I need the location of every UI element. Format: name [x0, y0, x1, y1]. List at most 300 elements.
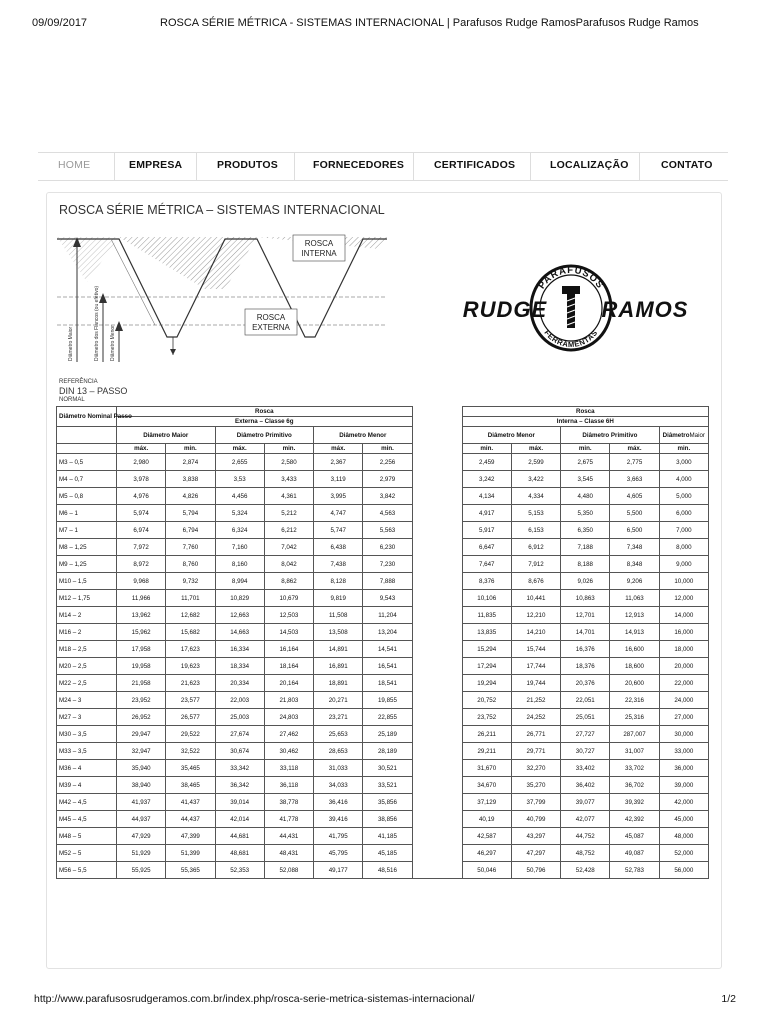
- nominal-cell: M24 – 3: [57, 692, 117, 709]
- externa-value-cell: 7,972: [117, 539, 166, 556]
- externa-value-cell: 38,856: [363, 811, 412, 828]
- externa-value-cell: 22,855: [363, 709, 412, 726]
- interna-value-cell: 25,316: [610, 709, 659, 726]
- interna-value-cell: 29,211: [462, 743, 511, 760]
- externa-value-cell: 8,128: [314, 573, 363, 590]
- interna-value-cell: 15,744: [511, 641, 560, 658]
- interna-value-cell: 5,153: [511, 505, 560, 522]
- interna-value-cell: 14,701: [561, 624, 610, 641]
- table-gap: [412, 794, 462, 811]
- externa-value-cell: 41,778: [264, 811, 313, 828]
- interna-value-cell: 37,129: [462, 794, 511, 811]
- header-nominal: Diâmetro Nominal Passo: [57, 407, 117, 427]
- interna-value-cell: 8,376: [462, 573, 511, 590]
- externa-value-cell: 33,118: [264, 760, 313, 777]
- ext-min-header: min.: [363, 444, 412, 454]
- interna-value-cell: 287,007: [610, 726, 659, 743]
- table-gap: [412, 488, 462, 505]
- interna-value-cell: 13,835: [462, 624, 511, 641]
- externa-value-cell: 11,204: [363, 607, 412, 624]
- interna-value-cell: 18,376: [561, 658, 610, 675]
- content-panel: [46, 192, 722, 969]
- externa-value-cell: 12,682: [166, 607, 215, 624]
- interna-value-cell: 15,294: [462, 641, 511, 658]
- externa-value-cell: 18,891: [314, 675, 363, 692]
- int-min-header: min.: [659, 444, 708, 454]
- interna-value-cell: 6,647: [462, 539, 511, 556]
- table-row: [57, 624, 709, 641]
- interna-value-cell: 22,000: [659, 675, 708, 692]
- externa-value-cell: 2,256: [363, 454, 412, 471]
- interna-value-cell: 20,000: [659, 658, 708, 675]
- reference-block: [59, 379, 127, 404]
- interna-value-cell: 10,441: [511, 590, 560, 607]
- nominal-cell: M36 – 4: [57, 760, 117, 777]
- interna-value-cell: 16,600: [610, 641, 659, 658]
- nav-certificados[interactable]: CERTIFICADOS: [434, 159, 516, 171]
- externa-value-cell: 8,760: [166, 556, 215, 573]
- interna-value-cell: 44,752: [561, 828, 610, 845]
- nominal-cell: M56 – 5,5: [57, 862, 117, 879]
- int-max-header: máx.: [511, 444, 560, 454]
- externa-value-cell: 23,271: [314, 709, 363, 726]
- nominal-cell: M18 – 2,5: [57, 641, 117, 658]
- metric-thread-table: [56, 406, 709, 879]
- table-row: [57, 573, 709, 590]
- table-gap: [412, 624, 462, 641]
- interna-value-cell: 10,106: [462, 590, 511, 607]
- externa-value-cell: 25,653: [314, 726, 363, 743]
- interna-value-cell: 6,912: [511, 539, 560, 556]
- interna-value-cell: 2,599: [511, 454, 560, 471]
- externa-value-cell: 47,399: [166, 828, 215, 845]
- externa-value-cell: 3,433: [264, 471, 313, 488]
- nominal-cell: M14 – 2: [57, 607, 117, 624]
- header-int-diam-primitivo: Diâmetro Primitivo: [561, 427, 660, 444]
- externa-value-cell: 12,503: [264, 607, 313, 624]
- interna-value-cell: 36,402: [561, 777, 610, 794]
- nav-fornecedores[interactable]: FORNECEDORES: [313, 159, 405, 171]
- interna-value-cell: 12,000: [659, 590, 708, 607]
- header-ext-diam-primitivo: Diâmetro Primitivo: [215, 427, 314, 444]
- externa-value-cell: 13,204: [363, 624, 412, 641]
- externa-value-cell: 44,431: [264, 828, 313, 845]
- table-gap: [412, 726, 462, 743]
- externa-value-cell: 5,212: [264, 505, 313, 522]
- externa-value-cell: 2,367: [314, 454, 363, 471]
- externa-value-cell: 3,53: [215, 471, 264, 488]
- table-gap: [412, 454, 462, 471]
- interna-value-cell: 7,912: [511, 556, 560, 573]
- externa-value-cell: 4,976: [117, 488, 166, 505]
- externa-value-cell: 18,541: [363, 675, 412, 692]
- interna-value-cell: 12,701: [561, 607, 610, 624]
- externa-value-cell: 5,324: [215, 505, 264, 522]
- interna-value-cell: 52,783: [610, 862, 659, 879]
- externa-value-cell: 4,747: [314, 505, 363, 522]
- normal-label: NORMAL: [59, 397, 85, 403]
- interna-value-cell: 4,917: [462, 505, 511, 522]
- table-gap: [412, 573, 462, 590]
- table-row: [57, 505, 709, 522]
- interna-value-cell: 30,727: [561, 743, 610, 760]
- header-ext-diam-maior: Diâmetro Maior: [117, 427, 216, 444]
- minmax-blank: [57, 444, 117, 454]
- externa-value-cell: 5,747: [314, 522, 363, 539]
- externa-value-cell: 32,947: [117, 743, 166, 760]
- interna-value-cell: 9,000: [659, 556, 708, 573]
- interna-value-cell: 19,294: [462, 675, 511, 692]
- interna-value-cell: 24,000: [659, 692, 708, 709]
- ext-max-header: máx.: [117, 444, 166, 454]
- externa-value-cell: 48,431: [264, 845, 313, 862]
- nominal-cell: M9 – 1,25: [57, 556, 117, 573]
- table-gap: [412, 709, 462, 726]
- externa-value-cell: 49,177: [314, 862, 363, 879]
- table-row: [57, 726, 709, 743]
- externa-value-cell: 15,682: [166, 624, 215, 641]
- externa-value-cell: 5,974: [117, 505, 166, 522]
- header-int-diam-maior: [659, 427, 708, 444]
- externa-value-cell: 2,580: [264, 454, 313, 471]
- externa-value-cell: 11,701: [166, 590, 215, 607]
- externa-value-cell: 6,212: [264, 522, 313, 539]
- table-row: [57, 488, 709, 505]
- table-row: [57, 539, 709, 556]
- interna-value-cell: 48,752: [561, 845, 610, 862]
- interna-value-cell: 4,605: [610, 488, 659, 505]
- table-row: [57, 522, 709, 539]
- externa-value-cell: 21,623: [166, 675, 215, 692]
- externa-value-cell: 21,803: [264, 692, 313, 709]
- table-gap: [412, 556, 462, 573]
- interna-value-cell: 20,600: [610, 675, 659, 692]
- externa-value-cell: 2,874: [166, 454, 215, 471]
- externa-value-cell: 9,819: [314, 590, 363, 607]
- nominal-cell: M10 – 1,5: [57, 573, 117, 590]
- externa-value-cell: 30,462: [264, 743, 313, 760]
- externa-value-cell: 2,980: [117, 454, 166, 471]
- rosca-externa-label-1: ROSCA: [256, 313, 286, 322]
- table-row: [57, 862, 709, 879]
- interna-value-cell: 40,799: [511, 811, 560, 828]
- interna-value-cell: 4,134: [462, 488, 511, 505]
- nav-separator: [294, 153, 295, 180]
- diam-menor-label: Diâmetro Menor: [110, 325, 116, 361]
- interna-value-cell: 4,334: [511, 488, 560, 505]
- interna-value-cell: 2,459: [462, 454, 511, 471]
- interna-value-cell: 30,000: [659, 726, 708, 743]
- table-row: [57, 607, 709, 624]
- nominal-cell: M39 – 4: [57, 777, 117, 794]
- externa-value-cell: 33,521: [363, 777, 412, 794]
- interna-value-cell: 16,000: [659, 624, 708, 641]
- externa-value-cell: 7,888: [363, 573, 412, 590]
- reference-label: REFERÊNCIA: [59, 379, 98, 385]
- externa-value-cell: 4,563: [363, 505, 412, 522]
- nav-separator: [196, 153, 197, 180]
- interna-value-cell: 2,775: [610, 454, 659, 471]
- externa-value-cell: 51,399: [166, 845, 215, 862]
- externa-value-cell: 3,995: [314, 488, 363, 505]
- externa-value-cell: 52,353: [215, 862, 264, 879]
- externa-value-cell: 41,437: [166, 794, 215, 811]
- externa-value-cell: 6,794: [166, 522, 215, 539]
- ext-min-header: min.: [264, 444, 313, 454]
- externa-value-cell: 38,940: [117, 777, 166, 794]
- interna-value-cell: 42,077: [561, 811, 610, 828]
- interna-value-cell: 50,046: [462, 862, 511, 879]
- interna-value-cell: 31,670: [462, 760, 511, 777]
- nav-contato[interactable]: CONTATO: [661, 159, 713, 171]
- table-row: [57, 471, 709, 488]
- nominal-cell: M33 – 3,5: [57, 743, 117, 760]
- interna-value-cell: 4,000: [659, 471, 708, 488]
- rudge-ramos-logo: [443, 263, 699, 353]
- externa-value-cell: 16,334: [215, 641, 264, 658]
- nominal-cell: M16 – 2: [57, 624, 117, 641]
- externa-value-cell: 36,416: [314, 794, 363, 811]
- externa-value-cell: 22,003: [215, 692, 264, 709]
- externa-value-cell: 6,324: [215, 522, 264, 539]
- externa-value-cell: 14,503: [264, 624, 313, 641]
- externa-value-cell: 16,891: [314, 658, 363, 675]
- externa-value-cell: 18,334: [215, 658, 264, 675]
- externa-value-cell: 44,681: [215, 828, 264, 845]
- table-row: [57, 760, 709, 777]
- interna-value-cell: 48,000: [659, 828, 708, 845]
- table-row: [57, 777, 709, 794]
- interna-value-cell: 3,242: [462, 471, 511, 488]
- interna-value-cell: 27,727: [561, 726, 610, 743]
- interna-value-cell: 32,270: [511, 760, 560, 777]
- externa-value-cell: 25,189: [363, 726, 412, 743]
- nominal-cell: M30 – 3,5: [57, 726, 117, 743]
- rosca-interna-label-2: INTERNA: [301, 249, 337, 258]
- interna-value-cell: 10,000: [659, 573, 708, 590]
- externa-value-cell: 3,838: [166, 471, 215, 488]
- externa-value-cell: 8,042: [264, 556, 313, 573]
- header-nominal-blank: [57, 427, 117, 444]
- externa-value-cell: 41,185: [363, 828, 412, 845]
- externa-value-cell: 27,462: [264, 726, 313, 743]
- interna-value-cell: 6,350: [561, 522, 610, 539]
- interna-value-cell: 39,077: [561, 794, 610, 811]
- interna-value-cell: 52,428: [561, 862, 610, 879]
- externa-value-cell: 20,164: [264, 675, 313, 692]
- interna-value-cell: 27,000: [659, 709, 708, 726]
- interna-value-cell: 47,297: [511, 845, 560, 862]
- externa-value-cell: 12,663: [215, 607, 264, 624]
- externa-value-cell: 41,937: [117, 794, 166, 811]
- externa-value-cell: 2,979: [363, 471, 412, 488]
- table-gap: [412, 522, 462, 539]
- externa-value-cell: 13,508: [314, 624, 363, 641]
- interna-value-cell: 39,000: [659, 777, 708, 794]
- externa-value-cell: 14,541: [363, 641, 412, 658]
- externa-value-cell: 48,516: [363, 862, 412, 879]
- externa-value-cell: 4,456: [215, 488, 264, 505]
- table-gap: [412, 828, 462, 845]
- interna-value-cell: 5,500: [610, 505, 659, 522]
- externa-value-cell: 2,655: [215, 454, 264, 471]
- table-gap: [412, 590, 462, 607]
- interna-value-cell: 12,210: [511, 607, 560, 624]
- nav-empresa[interactable]: EMPRESA: [129, 159, 183, 171]
- interna-value-cell: 8,000: [659, 539, 708, 556]
- externa-value-cell: 3,119: [314, 471, 363, 488]
- interna-value-cell: 25,051: [561, 709, 610, 726]
- externa-value-cell: 30,674: [215, 743, 264, 760]
- nav-home[interactable]: HOME: [58, 159, 91, 171]
- interna-value-cell: 14,210: [511, 624, 560, 641]
- externa-value-cell: 5,794: [166, 505, 215, 522]
- externa-value-cell: 8,862: [264, 573, 313, 590]
- externa-value-cell: 38,465: [166, 777, 215, 794]
- interna-value-cell: 14,000: [659, 607, 708, 624]
- interna-value-cell: 42,587: [462, 828, 511, 845]
- nominal-cell: M12 – 1,75: [57, 590, 117, 607]
- interna-value-cell: 7,000: [659, 522, 708, 539]
- interna-value-cell: 7,647: [462, 556, 511, 573]
- externa-value-cell: 45,185: [363, 845, 412, 862]
- externa-value-cell: 29,947: [117, 726, 166, 743]
- externa-value-cell: 47,929: [117, 828, 166, 845]
- header-interna-class: Interna – Classe 6H: [462, 417, 708, 427]
- interna-value-cell: 20,752: [462, 692, 511, 709]
- externa-value-cell: 11,508: [314, 607, 363, 624]
- externa-value-cell: 3,842: [363, 488, 412, 505]
- interna-value-cell: 33,000: [659, 743, 708, 760]
- interna-value-cell: 52,000: [659, 845, 708, 862]
- table-gap: [412, 539, 462, 556]
- externa-value-cell: 38,778: [264, 794, 313, 811]
- externa-value-cell: 26,577: [166, 709, 215, 726]
- logo-bottom-text: FERRAMENTAS: [542, 328, 600, 350]
- thread-profile-diagram: [57, 227, 397, 367]
- minmax-row: [57, 444, 709, 454]
- header-int-diam-menor: Diâmetro Menor: [462, 427, 561, 444]
- externa-value-cell: 33,342: [215, 760, 264, 777]
- interna-value-cell: 14,913: [610, 624, 659, 641]
- table-row: [57, 811, 709, 828]
- table-row: [57, 658, 709, 675]
- nominal-cell: M27 – 3: [57, 709, 117, 726]
- externa-value-cell: 19,623: [166, 658, 215, 675]
- externa-value-cell: 48,681: [215, 845, 264, 862]
- print-date: 09/09/2017: [32, 17, 88, 29]
- externa-value-cell: 51,929: [117, 845, 166, 862]
- interna-value-cell: 12,913: [610, 607, 659, 624]
- nav-separator: [530, 153, 531, 180]
- nominal-cell: M20 – 2,5: [57, 658, 117, 675]
- interna-value-cell: 24,252: [511, 709, 560, 726]
- nominal-cell: M5 – 0,8: [57, 488, 117, 505]
- interna-value-cell: 5,350: [561, 505, 610, 522]
- externa-value-cell: 36,118: [264, 777, 313, 794]
- interna-value-cell: 56,000: [659, 862, 708, 879]
- externa-value-cell: 16,541: [363, 658, 412, 675]
- int-min-header: min.: [462, 444, 511, 454]
- externa-value-cell: 5,563: [363, 522, 412, 539]
- header-ext-diam-menor: Diâmetro Menor: [314, 427, 413, 444]
- interna-value-cell: 8,188: [561, 556, 610, 573]
- externa-value-cell: 41,795: [314, 828, 363, 845]
- externa-value-cell: 35,465: [166, 760, 215, 777]
- table-gap: [412, 607, 462, 624]
- externa-value-cell: 44,937: [117, 811, 166, 828]
- header-int-diam-maior-label: Diâmetro: [662, 431, 690, 439]
- externa-value-cell: 26,952: [117, 709, 166, 726]
- table-gap: [412, 811, 462, 828]
- externa-value-cell: 9,732: [166, 573, 215, 590]
- externa-value-cell: 35,940: [117, 760, 166, 777]
- externa-value-cell: 7,438: [314, 556, 363, 573]
- externa-value-cell: 8,160: [215, 556, 264, 573]
- table-gap: [412, 743, 462, 760]
- externa-value-cell: 36,342: [215, 777, 264, 794]
- externa-value-cell: 24,803: [264, 709, 313, 726]
- table-gap: [412, 862, 462, 879]
- table-gap: [412, 777, 462, 794]
- interna-value-cell: 29,771: [511, 743, 560, 760]
- print-url: http://www.parafusosrudgeramos.com.br/index.php/rosca-serie-metrica-sistemas-internacional/: [34, 993, 475, 1005]
- table-gap: [412, 407, 462, 444]
- externa-value-cell: 28,189: [363, 743, 412, 760]
- externa-value-cell: 39,014: [215, 794, 264, 811]
- nav-separator: [114, 153, 115, 180]
- ext-min-header: min.: [166, 444, 215, 454]
- table-gap: [412, 675, 462, 692]
- nav-localizacao[interactable]: LOCALIZAÇÃO: [550, 159, 629, 171]
- interna-value-cell: 46,297: [462, 845, 511, 862]
- interna-value-cell: 3,422: [511, 471, 560, 488]
- interna-value-cell: 45,087: [610, 828, 659, 845]
- interna-value-cell: 49,087: [610, 845, 659, 862]
- rosca-externa-label-2: EXTERNA: [252, 323, 290, 332]
- externa-value-cell: 6,438: [314, 539, 363, 556]
- print-page-number: 1/2: [721, 993, 736, 1005]
- externa-value-cell: 44,437: [166, 811, 215, 828]
- interna-value-cell: 33,702: [610, 760, 659, 777]
- externa-value-cell: 9,543: [363, 590, 412, 607]
- header-int-maior-suffix: Maior: [689, 431, 705, 439]
- diam-flancos-label: Diâmetro dos Flancos (ou efetivo): [94, 285, 100, 361]
- interna-value-cell: 18,600: [610, 658, 659, 675]
- logo-top-text: PARAFUSOS: [536, 264, 606, 292]
- table-row: [57, 794, 709, 811]
- header-externa-class: Externa – Classe 6g: [117, 417, 413, 427]
- externa-value-cell: 52,088: [264, 862, 313, 879]
- interna-value-cell: 42,000: [659, 794, 708, 811]
- main-navigation: [38, 152, 728, 181]
- externa-value-cell: 7,230: [363, 556, 412, 573]
- nav-produtos[interactable]: PRODUTOS: [217, 159, 278, 171]
- interna-value-cell: 10,863: [561, 590, 610, 607]
- table-row: [57, 845, 709, 862]
- externa-value-cell: 45,795: [314, 845, 363, 862]
- externa-value-cell: 7,160: [215, 539, 264, 556]
- externa-value-cell: 9,968: [117, 573, 166, 590]
- externa-value-cell: 10,829: [215, 590, 264, 607]
- interna-value-cell: 9,026: [561, 573, 610, 590]
- externa-value-cell: 23,952: [117, 692, 166, 709]
- header-rosca-interna-title: Rosca: [462, 407, 708, 417]
- table-row: [57, 692, 709, 709]
- externa-value-cell: 30,521: [363, 760, 412, 777]
- externa-value-cell: 8,972: [117, 556, 166, 573]
- interna-value-cell: 36,000: [659, 760, 708, 777]
